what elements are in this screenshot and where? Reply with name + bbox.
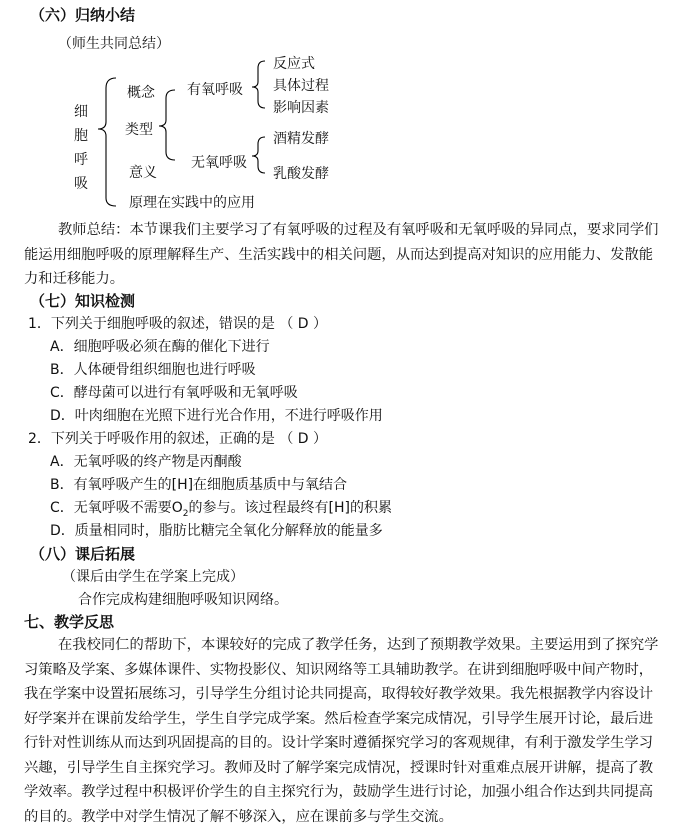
diagram-anaerobic: 无氧呼吸	[191, 155, 247, 171]
diagram-concept: 概念	[127, 85, 155, 101]
question-1-option: D．叶肉细胞在光照下进行光合作用，不进行呼吸作用	[50, 408, 383, 424]
question-2-option: A．无氧呼吸的终产物是丙酮酸	[50, 454, 242, 470]
question-2-option: D．质量相同时，脂肪比糖完全氧化分解释放的能量多	[50, 523, 383, 539]
question-1-option: C．酵母菌可以进行有氧呼吸和无氧呼吸	[50, 385, 298, 401]
diagram-root-char: 胞	[74, 128, 88, 144]
diagram-type: 类型	[125, 122, 153, 138]
diagram-aerobic: 有氧呼吸	[187, 82, 243, 98]
anaerobic-item: 乳酸发酵	[273, 166, 329, 182]
option-c-text-end: 的参与。该过程最终有[H]的积累	[188, 500, 392, 516]
aerobic-item: 影响因素	[273, 100, 329, 116]
extension-task: 合作完成构建细胞呼吸知识网络。	[78, 592, 288, 608]
diagram-root-char: 吸	[74, 176, 88, 192]
brace-type	[159, 90, 175, 160]
diagram-application: 原理在实践中的应用	[129, 195, 255, 211]
brace-aerobic	[252, 61, 265, 108]
question-1-option: A．细胞呼吸必须在酶的催化下进行	[50, 339, 270, 355]
question-2-option: B．有氧呼吸产生的[H]在细胞质基质中与氧结合	[50, 477, 348, 493]
option-c-text: C．无氧呼吸不需要O	[50, 500, 183, 516]
diagram-meaning: 意义	[129, 165, 157, 181]
brace-anaerobic	[252, 137, 265, 173]
diagram-root-char: 细	[74, 104, 88, 120]
aerobic-item: 具体过程	[273, 78, 329, 94]
aerobic-item: 反应式	[273, 56, 315, 72]
summary-subnote: （师生共同总结）	[58, 36, 170, 52]
question-2-stem: 2．下列关于呼吸作用的叙述，正确的是 （ D ）	[28, 431, 328, 447]
oxygen-subscript: 2	[182, 508, 189, 519]
anaerobic-item: 酒精发酵	[273, 131, 329, 147]
question-1-stem: 1．下列关于细胞呼吸的叙述，错误的是 （ D ）	[28, 316, 328, 332]
brace-main	[98, 78, 116, 206]
teacher-summary: 教师总结：本节课我们主要学习了有氧呼吸的过程及有氧呼吸和无氧呼吸的异同点，要求同学们能运用细胞呼吸的原理解释生产、生活实践中的相关问题，从而达到提高对知识的应用能力、发散能力和迁移能力。	[24, 222, 659, 287]
section-reflection-heading: 七、教学反思	[24, 613, 115, 631]
section-extension-heading: （八）课后拓展	[30, 545, 136, 563]
section-check-heading: （七）知识检测	[30, 292, 136, 310]
extension-note: （课后由学生在学案上完成）	[62, 569, 244, 585]
question-1-option: B．人体硬骨组织细胞也进行呼吸	[50, 362, 256, 378]
reflection-body: 在我校同仁的帮助下，本课较好的完成了教学任务，达到了预期教学效果。主要运用到了探究学习策略及学案、多媒体课件、实物投影仪、知识网络等工具辅助教学。在讲到细胞呼吸中间产物时，我在学案中设置拓展练习，引导学生分组讨论共同提高，取得较好教学效果。我先根据教学内容设计好学案并在课前发给学生，学生自学完成学案。然后检查学案完成情况，引导学生展开讨论，最后进行针对性训练从而达到巩固提高的目的。设计学案时遵循探究学习的客观规律，有利于激发学生学习兴趣，引导学生自主探究学习。教师及时了解学案完成情况，授课时针对重难点展开讲解，提高了教学效率。教学过程中积极评价学生的自主探究行为，鼓励学生进行讨论，加强小组合作达到共同提高的目的。教学中对学生情况了解不够深入，应在课前多与学生交流。	[24, 637, 659, 825]
diagram-root-char: 呼	[74, 152, 88, 168]
section-summary-heading: （六）归纳小结	[30, 6, 136, 24]
question-2-option	[50, 497, 392, 519]
